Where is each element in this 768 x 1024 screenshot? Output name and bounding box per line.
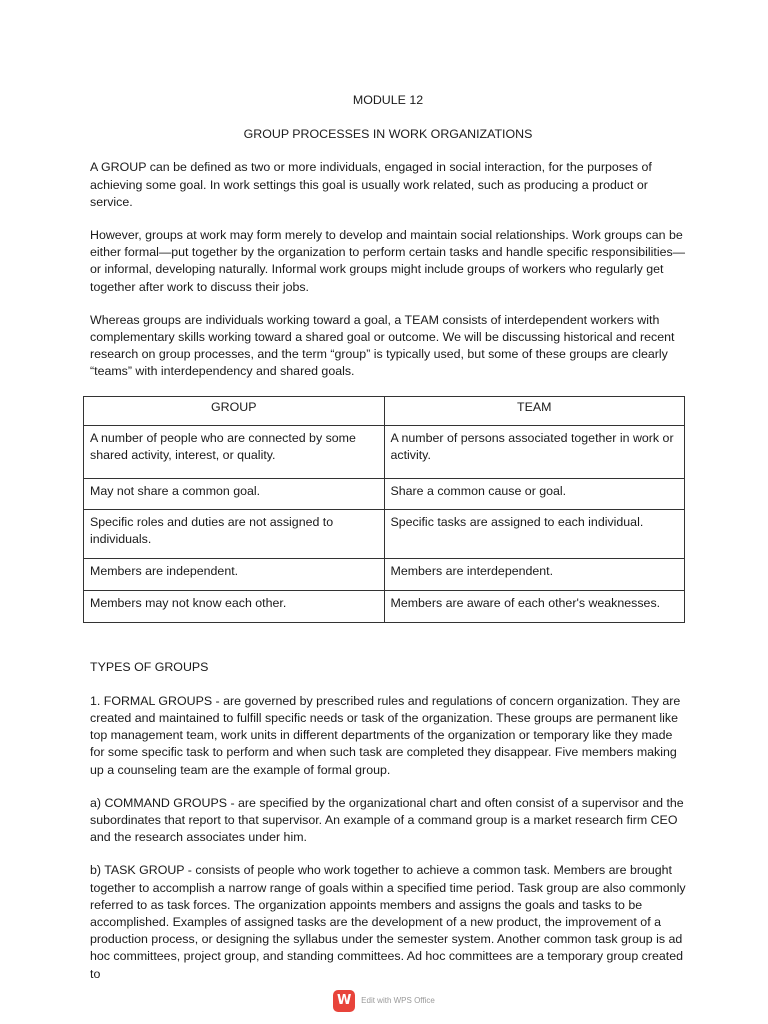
table-row <box>84 509 685 558</box>
term-command-groups: COMMAND GROUPS <box>104 795 228 810</box>
table-header-row <box>84 396 685 425</box>
team-definition-paragraph: Whereas groups are individuals working toward a goal, a TEAM consists of interdependent workers with complementary skills working toward a shared goal or outcome. We will be discussing historical and recent research on group processes, and the term “group” is typically used, but some of these groups are clearly “teams” with interdependency and shared goals. <box>90 312 675 379</box>
table-cell: May not share a common goal. <box>84 478 385 509</box>
formal-informal-paragraph: However, groups at work may form merely to develop and maintain social relationships. Work groups can be either formal—put together by the organization to perform certain tasks and handle specific responsibilities—or informal, developing naturally. Informal work groups might include groups of workers who regularly get together after work to discuss their jobs. <box>90 228 686 294</box>
table-cell: Specific roles and duties are not assigned to individuals. <box>84 509 385 558</box>
formal-groups-paragraph: 1. FORMAL GROUPS - are governed by prescribed rules and regulations of concern organization. They are created and maintained to fulfill specific needs or task of the organization. These groups are permanent like top management team, work units in different departments of the organization or temporary like they made for some specific task to perform and when such task are completed they disappear. Five members making up a counseling team are the example of formal group. <box>90 693 681 777</box>
table-cell: Members are interdependent. <box>384 558 685 590</box>
term-task-group: TASK GROUP <box>104 863 185 878</box>
table-cell: A number of persons associated together in work or activity. <box>384 425 685 478</box>
command-groups-paragraph: a) COMMAND GROUPS - are specified by the organizational chart and often consist of a supervisor and the subordinates that report to that supervisor. An example of a command group is a market research firm CEO and the research associates under him. <box>90 795 684 845</box>
term-formal-groups: FORMAL GROUPS <box>103 693 213 708</box>
document-page <box>90 92 686 983</box>
table-header-team: TEAM <box>384 396 685 425</box>
wps-footer[interactable] <box>0 990 768 1012</box>
table-row <box>84 590 685 622</box>
table-cell: Members are aware of each other's weaknesses. <box>384 590 685 622</box>
section-title: GROUP PROCESSES IN WORK ORGANIZATIONS <box>243 127 533 142</box>
edit-with-wps-link[interactable]: Edit with WPS Office <box>361 996 435 1006</box>
table-cell: Share a common cause or goal. <box>384 478 685 509</box>
table-cell: Members are independent. <box>84 558 385 590</box>
term-group: GROUP <box>101 160 147 175</box>
table-cell: Members may not know each other. <box>84 590 385 622</box>
table-row <box>84 478 685 509</box>
wps-logo-icon[interactable]: W <box>333 990 355 1012</box>
types-heading: TYPES OF GROUPS <box>90 659 209 674</box>
group-vs-team-table <box>83 396 685 623</box>
table-header-group: GROUP <box>84 396 385 425</box>
term-team: TEAM <box>404 312 439 327</box>
group-definition-paragraph: A GROUP can be defined as two or more individuals, engaged in social interaction, for the purposes of achieving some goal. In work settings this goal is usually work related, such as producing a product or service. <box>90 160 652 209</box>
table-row <box>84 558 685 590</box>
task-group-paragraph: b) TASK GROUP - consists of people who work together to achieve a common task. Members are brought together to accomplish a narrow range of goals within a specified time period. Task group are also commonly referred to as task forces. The organization appoints members and assigns the goals and tasks to be accomplished. Examples of assigned tasks are the development of a new product, the improvement of a production process, or designing the syllabus under the semester system. Another common task group is ad hoc committees, project group, and standing committees. Ad hoc committees are a temporary group created to <box>90 863 686 981</box>
table-row <box>84 425 685 478</box>
module-title: MODULE 12 <box>352 93 424 107</box>
table-cell: A number of people who are connected by some shared activity, interest, or quality. <box>84 425 385 478</box>
table-cell: Specific tasks are assigned to each individual. <box>384 509 685 558</box>
